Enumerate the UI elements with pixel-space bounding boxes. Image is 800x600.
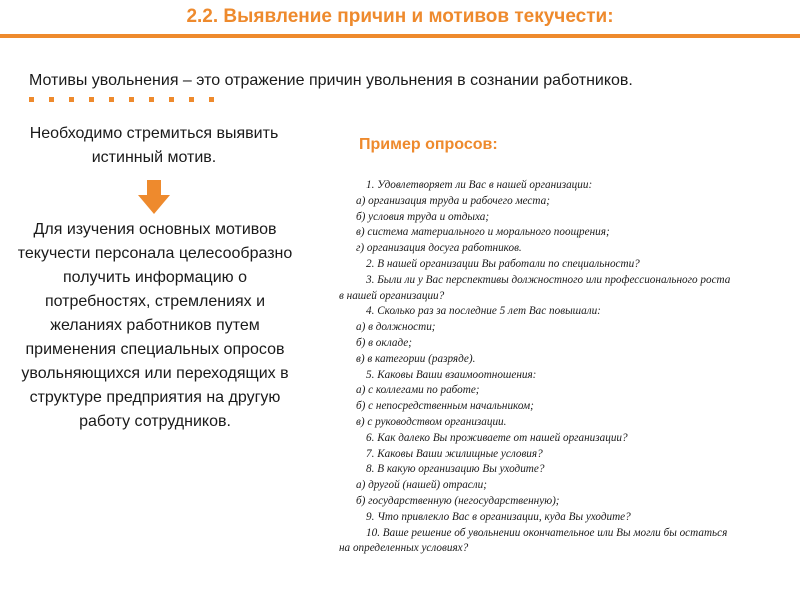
arrow-down-icon <box>137 180 171 214</box>
divider-dot <box>29 97 34 102</box>
divider-dot <box>109 97 114 102</box>
survey-option: б) условия труда и отдыха; <box>356 210 490 223</box>
survey-option: в) с руководством организации. <box>356 415 507 428</box>
survey-question: 1. Удовлетворяет ли Вас в нашей организации: <box>366 179 593 191</box>
dotted-divider <box>29 97 214 102</box>
survey-question: 2. В нашей организации Вы работали по специальности? <box>366 257 640 270</box>
divider-dot <box>209 97 214 102</box>
survey-continuation: на определенных условиях? <box>339 542 469 555</box>
survey-option: в) система материального и морального поощрения; <box>356 226 610 239</box>
survey-question: 4. Сколько раз за последние 5 лет Вас повышали: <box>366 305 601 318</box>
survey-option: а) с коллегами по работе; <box>356 384 480 397</box>
motives-definition: Мотивы увольнения – это отражение причин увольнения в сознании работников. <box>29 72 633 89</box>
survey-option: а) другой (нашей) отрасли; <box>356 479 487 492</box>
example-label: Пример опросов: <box>359 136 498 153</box>
page-title: 2.2. Выявление причин и мотивов текучести: <box>186 6 614 27</box>
survey-option: в) в категории (разряде). <box>356 352 476 365</box>
divider-dot <box>189 97 194 102</box>
survey-question: 9. Что привлекло Вас в организации, куда Вы уходите? <box>366 510 631 523</box>
survey-question: 7. Каковы Ваши жилищные условия? <box>366 447 543 460</box>
survey-option: г) организация досуга работников. <box>356 242 522 255</box>
divider-dot <box>49 97 54 102</box>
divider-dot <box>69 97 74 102</box>
survey-continuation: в нашей организации? <box>339 289 445 302</box>
survey-option: б) в окладе; <box>356 336 412 349</box>
survey-question: 10. Ваше решение об увольнении окончательное или Вы могли бы остаться <box>366 526 728 539</box>
survey-question: 8. В какую организацию Вы уходите? <box>366 463 545 476</box>
survey-question: 6. Как далеко Вы проживаете от нашей организации? <box>366 431 628 444</box>
survey-questionnaire <box>339 178 799 557</box>
survey-option: б) государственную (негосударственную); <box>356 494 560 507</box>
strive-text: Необходимо стремиться выявить истинный мотив. <box>29 125 279 166</box>
survey-option: б) с непосредственным начальником; <box>356 400 534 413</box>
divider-dot <box>89 97 94 102</box>
survey-option: а) организация труда и рабочего места; <box>356 194 550 207</box>
divider-dot <box>169 97 174 102</box>
divider-dot <box>149 97 154 102</box>
survey-option: а) в должности; <box>356 321 436 334</box>
survey-question: 5. Каковы Ваши взаимоотношения: <box>366 368 537 381</box>
title-underline <box>0 34 800 38</box>
survey-question: 3. Были ли у Вас перспективы должностного или профессионального роста <box>366 273 731 286</box>
study-text: Для изучения основных мотивов текучести персонала целесообразно получить информацию о потребностях, стремлениях и желаниях работников путем применения специальных опросов увольняющихся или переходящих в структуре предприятия на другую работу сотрудников. <box>17 221 293 430</box>
divider-dot <box>129 97 134 102</box>
